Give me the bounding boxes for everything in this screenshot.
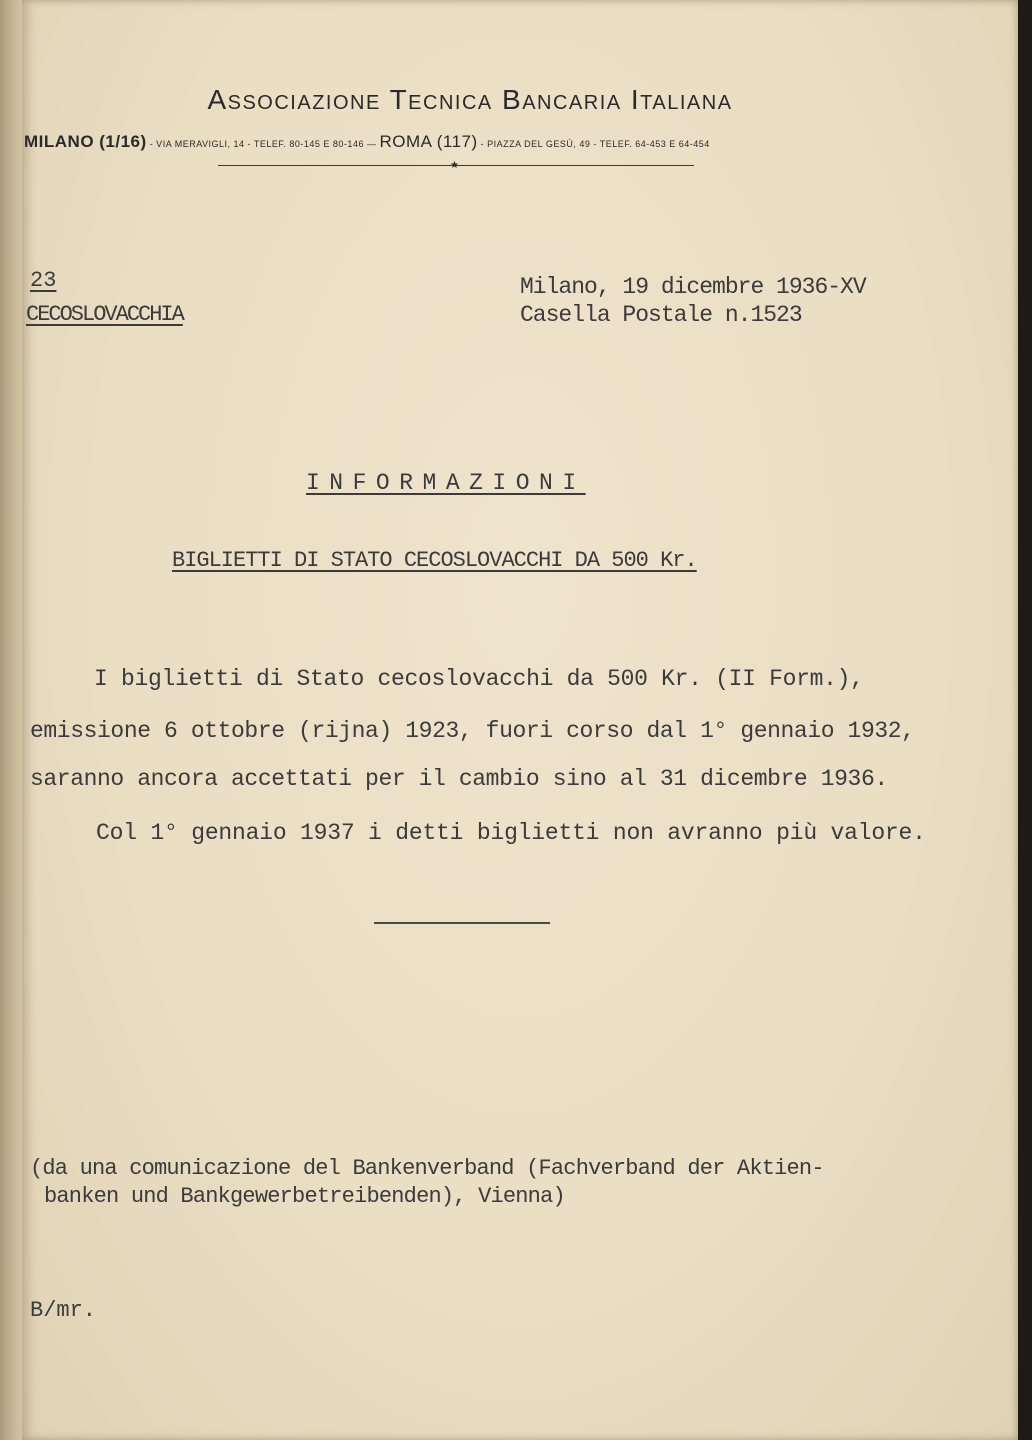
letterhead-organization: Associazione Tecnica Bancaria Italiana <box>207 84 733 115</box>
typist-initials: B/mr. <box>30 1298 97 1323</box>
document-date: Milano, 19 dicembre 1936-XV <box>520 274 866 300</box>
body-line-3: saranno ancora accettati per il cambio sino al 31 dicembre 1936. <box>30 766 888 792</box>
po-box: Casella Postale n.1523 <box>520 302 802 328</box>
page-shadow-edge <box>1018 0 1032 1440</box>
document-heading: INFORMAZIONI <box>306 470 586 496</box>
letterhead-milano-city: MILANO (1/16) <box>24 132 147 151</box>
section-divider <box>374 922 550 924</box>
letterhead-milano-address: - VIA MERAVIGLI, 14 - TELEF. 80-145 E 80-146 — <box>146 139 380 149</box>
reference-country: CECOSLOVACCHIA <box>26 302 183 327</box>
source-note-line-1: (da una comunicazione del Bankenverband (Fachverband der Aktien- <box>30 1156 824 1181</box>
body-line-2: emissione 6 ottobre (rijna) 1923, fuori corso dal 1° gennaio 1932, <box>30 718 915 744</box>
source-note-line-2: banken und Bankgewerbetreibenden), Vienna) <box>44 1184 565 1209</box>
letterhead-address <box>24 132 904 152</box>
letterhead-roma-city: ROMA (117) <box>379 132 478 151</box>
document-subheading: BIGLIETTI DI STATO CECOSLOVACCHI DA 500 Kr. <box>172 548 697 573</box>
body-line-1: I biglietti di Stato cecoslovacchi da 500 Kr. (II Form.), <box>94 666 864 692</box>
body-line-4: Col 1° gennaio 1937 i detti biglietti non avranno più valore. <box>96 820 926 846</box>
letterhead-roma-address: - PIAZZA DEL GESÙ, 49 - TELEF. 64-453 E 64-454 <box>477 139 710 149</box>
star-ornament-icon: ★ <box>450 160 459 171</box>
reference-number: 23 <box>30 268 57 293</box>
